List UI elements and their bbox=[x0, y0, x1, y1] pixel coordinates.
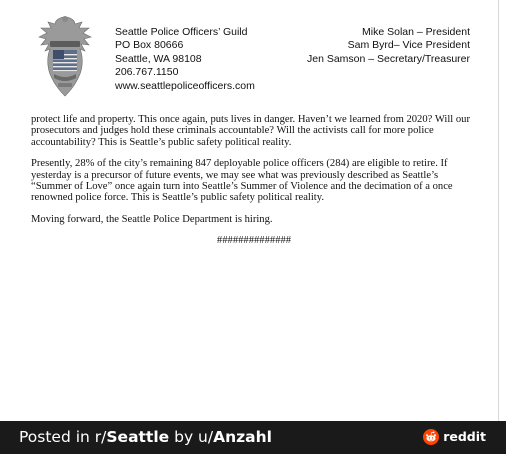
page-edge bbox=[498, 0, 499, 421]
guild-phone: 206.767.1150 bbox=[115, 66, 179, 79]
guild-address-block bbox=[115, 26, 255, 93]
subreddit-link[interactable]: Seattle bbox=[106, 428, 170, 446]
paragraph: protect life and property. This once again, puts lives in danger. Haven’t we learned from 2020? Will our prosecutors and judges hold these criminals accountable? Will the activists call for more police accountability? This is Seattle’s public safety political reality. bbox=[31, 114, 470, 148]
reddit-footer-bar bbox=[0, 421, 506, 454]
officer-president: Mike Solan – President bbox=[362, 26, 470, 38]
officer-vice-president: Sam Byrd– Vice President bbox=[347, 39, 470, 52]
posted-in-text bbox=[19, 426, 272, 448]
letterhead bbox=[30, 14, 470, 98]
by-user-text: by u/ bbox=[169, 428, 214, 446]
guild-city: Seattle, WA 98108 bbox=[115, 52, 202, 65]
paragraph: Presently, 28% of the city’s remaining 847 deployable police officers (284) are eligible to retire. If yesterday is a precursor of future events, we may see what was previously described as Seattle’s “Summer of Love” once again turn into Seattle’s Summer of Violence and the decimation of a once renowned police force. This is Seattle’s public safety political reality. bbox=[31, 158, 453, 204]
guild-name: Seattle Police Officers’ Guild bbox=[115, 26, 248, 38]
officer-secretary-treasurer: Jen Samson – Secretary/Treasurer bbox=[306, 52, 470, 65]
reddit-brand[interactable] bbox=[423, 429, 486, 445]
guild-po-box: PO Box 80666 bbox=[115, 39, 184, 52]
reddit-wordmark: reddit bbox=[443, 429, 486, 444]
officers-block bbox=[307, 26, 470, 66]
paragraph: Moving forward, the Seattle Police Department is hiring. bbox=[31, 213, 273, 225]
police-badge-logo bbox=[33, 14, 97, 98]
reddit-snoo-icon bbox=[423, 429, 439, 445]
end-mark: ############## bbox=[216, 235, 292, 247]
username-link[interactable]: Anzahl bbox=[213, 428, 272, 446]
letter-body bbox=[31, 114, 471, 257]
posted-prefix: Posted in r/ bbox=[19, 428, 107, 446]
guild-website: www.seattlepoliceofficers.com bbox=[115, 79, 255, 92]
